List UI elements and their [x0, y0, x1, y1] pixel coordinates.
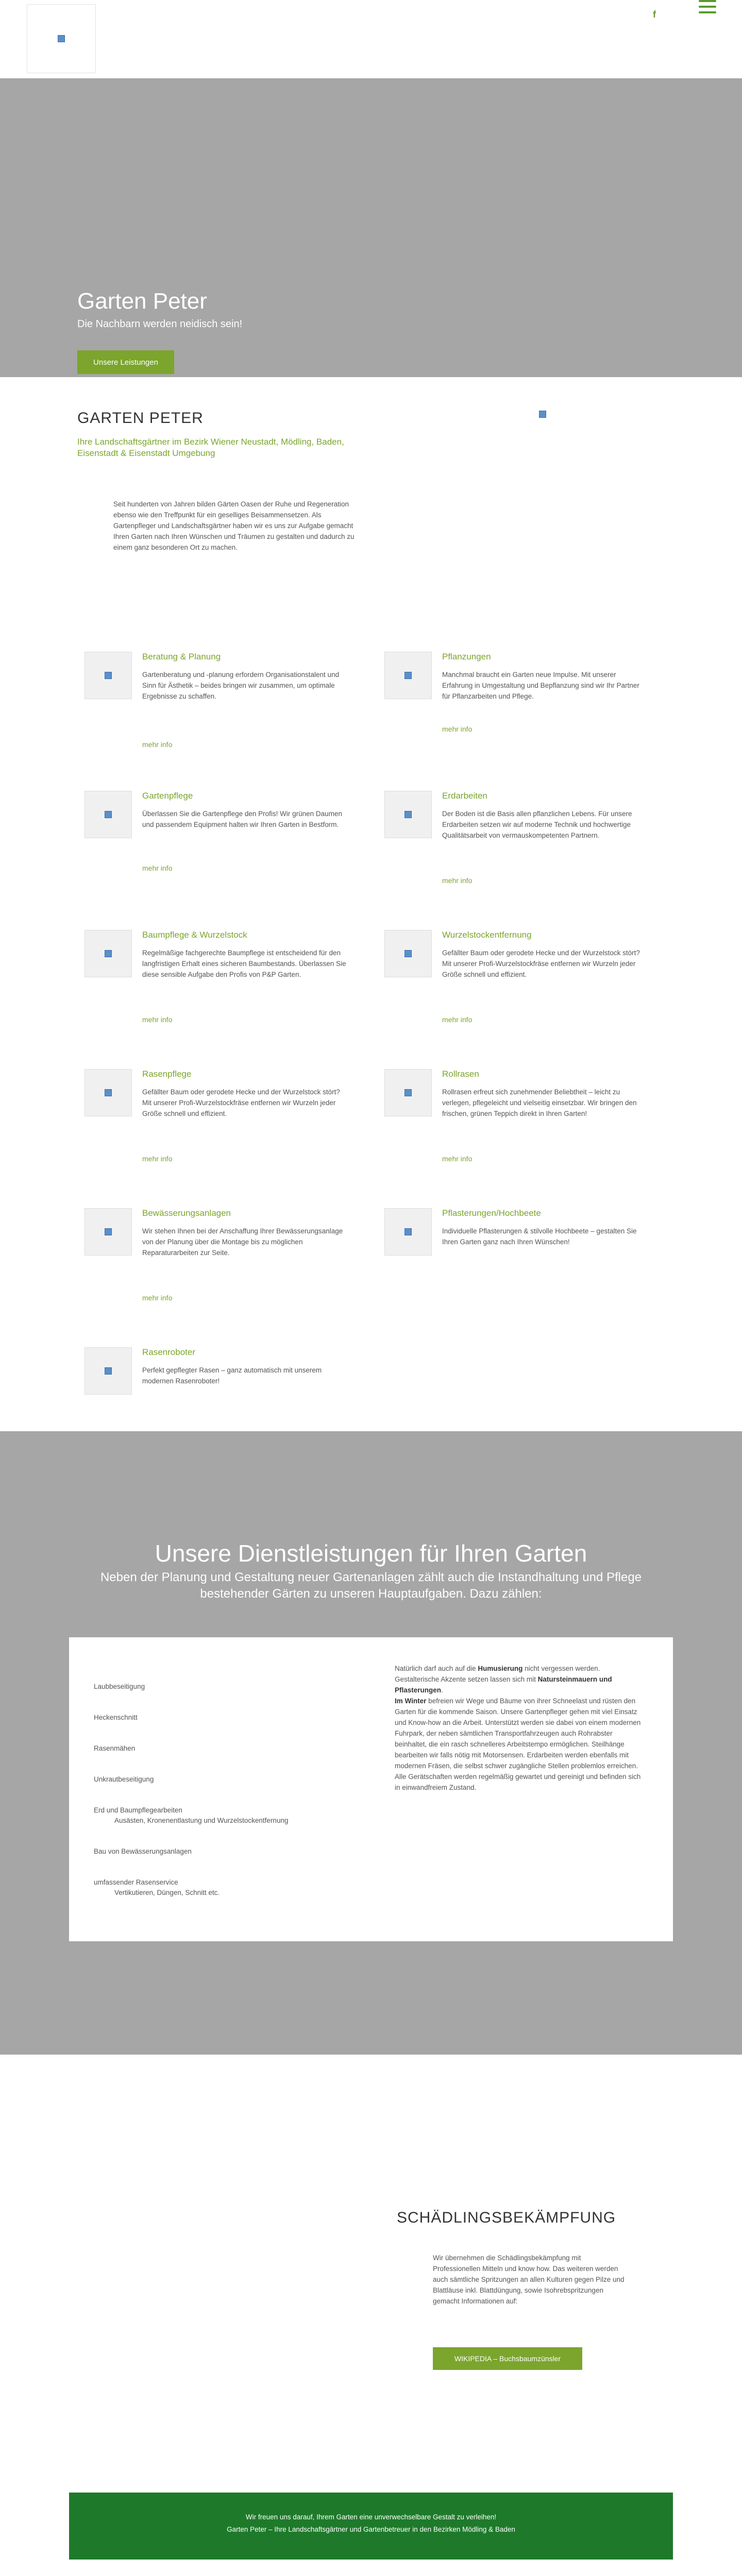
- service-title[interactable]: Wurzelstockentfernung: [442, 930, 532, 940]
- service-text: Perfekt gepflegter Rasen – ganz automatisch mit unserem modernen Rasenroboter!: [142, 1366, 322, 1385]
- service-title[interactable]: Pflasterungen/Hochbeete: [442, 1208, 541, 1218]
- intro-title: GARTEN PETER: [77, 410, 204, 427]
- wikipedia-button[interactable]: WIKIPEDIA – Buchsbaumzünsler: [433, 2347, 582, 2370]
- bold-span: Im Winter: [395, 1697, 427, 1705]
- text-span: nicht vergessen werden. Gestalterische Akzente setzen lassen sich mit: [395, 1665, 600, 1683]
- service-title[interactable]: Rasenroboter: [142, 1347, 196, 1357]
- list-item: Unkrautbeseitigung: [94, 1775, 154, 1783]
- service-more-link[interactable]: mehr info: [442, 1015, 473, 1024]
- hero-section: [0, 78, 742, 377]
- service-title[interactable]: Erdarbeiten: [442, 791, 487, 801]
- service-more-link[interactable]: mehr info: [142, 864, 173, 872]
- band-title: Unsere Dienstleistungen für Ihren Garten: [155, 1540, 587, 1567]
- green-banner: [69, 2493, 673, 2560]
- service-title[interactable]: Beratung & Planung: [142, 652, 221, 662]
- list-item: Laubbeseitigung: [94, 1683, 145, 1690]
- service-text: Gefällter Baum oder gerodete Hecke und der Wurzelstock stört? Mit unserer Profi-Wurzelstockfräse entfernen wir Wurzeln jeder Größe schnell und effizient.: [442, 949, 640, 978]
- services-button[interactable]: Unsere Leistungen: [77, 350, 174, 374]
- service-more-link[interactable]: mehr info: [442, 1155, 473, 1163]
- service-title[interactable]: Rasenpflege: [142, 1069, 192, 1079]
- text-span: Natürlich darf auch auf die: [395, 1665, 478, 1672]
- service-icon: [85, 1208, 132, 1256]
- facebook-icon[interactable]: f: [653, 9, 656, 20]
- service-text: Überlassen Sie die Gartenpflege den Profis! Wir grünen Daumen und passendem Equipment halten wir Ihren Garten in Bestform.: [142, 810, 342, 828]
- banner-line: Garten Peter – Ihre Landschaftsgärtner und Gartenbetreuer in den Bezirken Mödling & Baden: [227, 2526, 515, 2533]
- service-title[interactable]: Rollrasen: [442, 1069, 479, 1079]
- service-icon: [85, 930, 132, 977]
- service-text: Wir stehen Ihnen bei der Anschaffung Ihrer Bewässerungsanlage von der Planung über die Montage bis zu möglichen Reparaturarbeiten zur Seite.: [142, 1227, 343, 1257]
- hero-subtitle: Die Nachbarn werden neidisch sein!: [77, 318, 243, 330]
- list-item: Heckenschnitt: [94, 1714, 138, 1721]
- service-text: Individuelle Pflasterungen & stilvolle Hochbeete – gestalten Sie Ihren Garten ganz nach Ihren Wünschen!: [442, 1227, 637, 1246]
- service-list: [94, 1682, 382, 1898]
- pest-text: Wir übernehmen die Schädlingsbekämpfung mit Professionellen Mitteln und know how. Das weiteren werden auch sämtliche Spritzungen an allen Kulturen gegen Pilze und Blattläuse inkl. Blattdüngung, sowie Isohrebspritzungen gemacht Informationen auf:: [433, 2254, 625, 2305]
- service-title[interactable]: Gartenpflege: [142, 791, 193, 801]
- site-logo[interactable]: [27, 4, 96, 73]
- service-icon: [384, 930, 432, 977]
- service-icon: [384, 1069, 432, 1116]
- service-text: Gartenberatung und -planung erfordern Organisationstalent und Sinn für Ästhetik – beides bringen wir zusammen, um optimale Ergebnisse zu schaffen.: [142, 671, 340, 700]
- list-item: Bau von Bewässerungsanlagen: [94, 1848, 192, 1855]
- service-icon: [85, 1347, 132, 1395]
- hero-title: Garten Peter: [77, 289, 207, 314]
- bold-span: Natursteinmauern und Pflasterungen: [395, 1675, 612, 1694]
- service-title[interactable]: Pflanzungen: [442, 652, 491, 662]
- list-item: Rasenmähen: [94, 1744, 136, 1752]
- bold-span: Humusierung: [478, 1665, 523, 1672]
- service-text: Regelmäßige fachgerechte Baumpflege ist entscheidend für den langfristigen Erhalt eines sicheren Baumbestands. Überlassen Sie diese sensible Aufgabe den Profis von P&P Garten.: [142, 949, 346, 978]
- band-card: [69, 1637, 673, 1941]
- service-more-link[interactable]: mehr info: [142, 740, 173, 749]
- services-band: [0, 1431, 742, 2055]
- service-icon: [85, 652, 132, 699]
- text-span: .: [441, 1686, 443, 1694]
- service-more-link[interactable]: mehr info: [142, 1155, 173, 1163]
- service-icon: [85, 1069, 132, 1116]
- service-title[interactable]: Bewässerungsanlagen: [142, 1208, 231, 1218]
- band-lead: Neben der Planung und Gestaltung neuer Gartenanlagen zählt auch die Instandhaltung und Pflege bestehender Gärten zu unseren Hauptaufgaben. Dazu zählen:: [100, 1570, 642, 1601]
- service-more-link[interactable]: mehr info: [442, 876, 473, 885]
- pest-title: SCHÄDLINGSBEKÄMPFUNG: [397, 2209, 616, 2226]
- service-more-link[interactable]: mehr info: [442, 725, 473, 733]
- banner-line: Wir freuen uns darauf, Ihrem Garten eine unverwechselbare Gestalt zu verleihen!: [245, 2513, 497, 2521]
- intro-subtitle: Ihre Landschaftsgärtner im Bezirk Wiener Neustadt, Mödling, Baden, Eisenstadt & Eisenstadt Umgebung: [77, 437, 344, 458]
- list-item: umfassender Rasenservice: [94, 1878, 178, 1886]
- service-text: Gefällter Baum oder gerodete Hecke und der Wurzelstock stört? Mit unserer Profi-Wurzelstockfräse entfernen wir Wurzeln jeder Größe schnell und effizient.: [142, 1088, 340, 1117]
- service-text: Der Boden ist die Basis allen pflanzlichen Lebens. Für unsere Erdarbeiten setzen wir auf moderne Technik und hochwertige Qualitätsarbeit von vermauskompetenten Partnern.: [442, 810, 632, 839]
- list-subitem: Vertikutieren, Düngen, Schnitt etc.: [114, 1889, 220, 1896]
- band-right-text: [395, 1663, 642, 1793]
- service-icon: [384, 1208, 432, 1256]
- intro-text: Seit hunderten von Jahren bilden Gärten Oasen der Ruhe und Regeneration ebenso wie den Treffpunkt für ein geselliges Beisammensetzen. Als Gartenpfleger und Landschaftsgärtner haben wir es uns zur Aufgabe gemacht Ihren Garten nach Ihren Wünschen und Träumen zu gestalten und dadurch zu einem ganz besonderen Ort zu machen.: [113, 500, 355, 551]
- service-icon: [384, 791, 432, 838]
- site-header: [0, 0, 742, 78]
- intro-image: [536, 408, 549, 420]
- text-span: befreien wir Wege und Bäume von ihrer Schneelast und rüsten den Garten für die kommende Saison. Unsere Gartenpfleger gehen mit viel Einsatz und Know-how an die Arbeit. Unterstützt werden sie dabei von einem modernen Fuhrpark, der neben sämtlichen Transportfahrzeugen auch Rohrabster beinhaltet, die ein rasch schnelleres Arbeitstempo ermöglichen. Steilhänge bearbeiten wir falls nötig mit Motorsensen. Erdarbeiten werden ebenfalls mit modernen Fräsen, die selbst schwer zugängliche Stellen problemlos erreichen. Alle Gerätschaften werden regelmäßig gewartet und gereinigt und befinden sich in einwandfreiem Zustand.: [395, 1697, 641, 1791]
- service-text: Manchmal braucht ein Garten neue Impulse. Mit unserer Erfahrung in Umgestaltung und Bepflanzung sind wir Ihr Partner für Pflanzarbeiten und Pflege.: [442, 671, 639, 700]
- service-more-link[interactable]: mehr info: [142, 1294, 173, 1302]
- list-item: Erd und Baumpflegearbeiten: [94, 1806, 182, 1814]
- service-title[interactable]: Baumpflege & Wurzelstock: [142, 930, 247, 940]
- menu-burger-icon[interactable]: [699, 0, 716, 15]
- list-subitem: Ausästen, Kronenentlastung und Wurzelstockentfernung: [114, 1817, 289, 1824]
- service-icon: [384, 652, 432, 699]
- service-text: Rollrasen erfreut sich zunehmender Beliebtheit – leicht zu verlegen, pflegeleicht und vielseitig einsetzbar. Wir bringen den frischen, grünen Teppich direkt in Ihren Garten!: [442, 1088, 637, 1117]
- service-icon: [85, 791, 132, 838]
- service-more-link[interactable]: mehr info: [142, 1015, 173, 1024]
